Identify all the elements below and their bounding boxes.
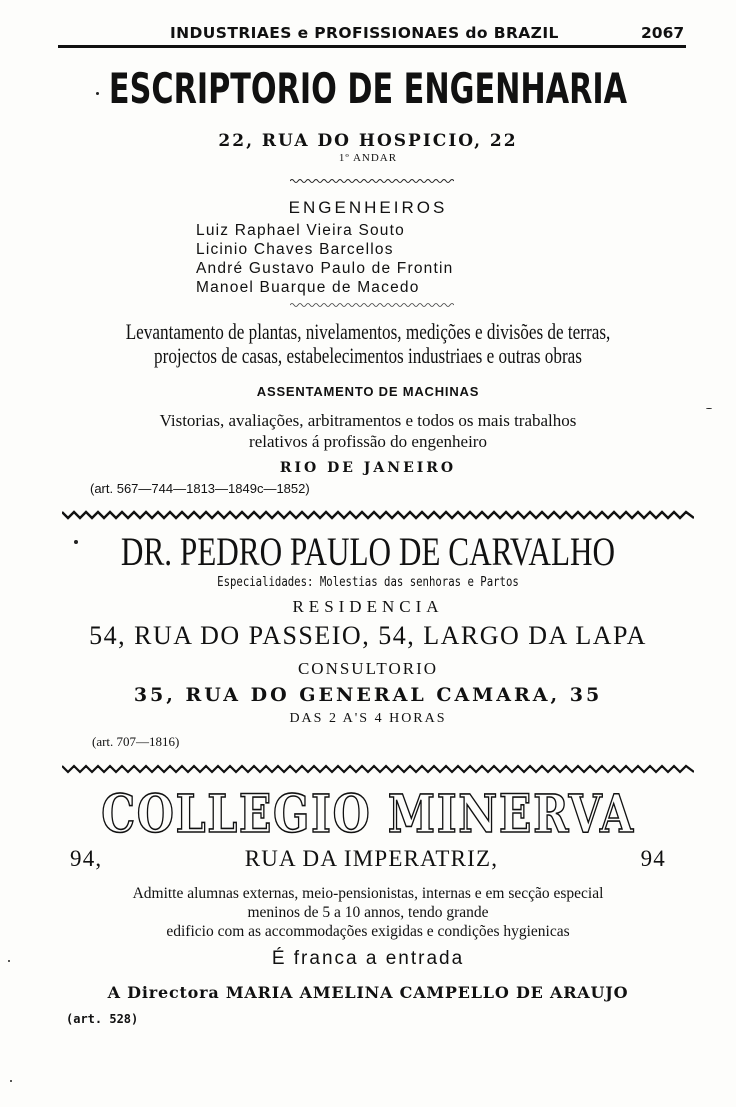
wavy-divider (62, 508, 694, 522)
ad1-engineers-list (196, 221, 453, 297)
scan-speck (74, 540, 78, 544)
engineer-name: Licinio Chaves Barcellos (196, 241, 394, 258)
ad1-services-line: projectos de casas, estabelecimentos industriaes e outras obras (154, 343, 582, 368)
running-header: INDUSTRIAES e PROFISSIONAES do BRAZIL (170, 24, 559, 42)
header-rule (58, 45, 686, 48)
scan-speck (8, 960, 10, 962)
scan-speck (10, 1080, 12, 1082)
ad3-entrance: É franca a entrada (271, 948, 465, 969)
ad2-office-label: CONSULTORIO (297, 659, 439, 678)
ad3-admission-line: Admitte alumnas externas, meio-pensionistas, internas e em secção especial (132, 885, 604, 902)
ad2-name: DR. PEDRO PAULO DE CARVALHO (120, 529, 616, 574)
ad3-admission-line: edificio com as accommodações exigidas e condições hygienicas (166, 923, 570, 940)
wavy-divider (62, 762, 694, 776)
ad1-ornament-bottom (290, 302, 454, 308)
ad3-director: A Directora MARIA AMELINA CAMPELLO DE ARAUJO (107, 983, 629, 1002)
ad1-assentamento: ASSENTAMENTO DE MACHINAS (256, 384, 480, 399)
engineer-name: Luiz Raphael Vieira Souto (196, 222, 405, 239)
ad2-hours: DAS 2 A'S 4 HORAS (289, 711, 447, 726)
ad1-services-line: Levantamento de plantas, nivelamentos, medições e divisões de terras, (125, 319, 611, 344)
ad2-specialties: Especialidades: Molestias das senhoras e Partos (217, 575, 519, 590)
ad3-admission (0, 884, 736, 941)
ad2-residence-label: RESIDENCIA (292, 597, 444, 616)
ad1-vistorias-line: relativos á profissão do engenheiro (249, 432, 487, 451)
ad1-title: ESCRIPTORIO DE ENGENHARIA (108, 64, 628, 113)
ad3-address-number: 94 (640, 846, 666, 871)
ad3-address-street: RUA DA IMPERATRIZ, (244, 846, 499, 871)
ad1-vistorias-line: Vistorias, avaliações, arbitramentos e todos os mais trabalhos (159, 411, 577, 430)
ad3-name: COLLEGIO MINERVA (101, 784, 635, 845)
ad1-services (81, 320, 655, 368)
ad1-engineers-heading: ENGENHEIROS (288, 198, 448, 217)
engineer-name: André Gustavo Paulo de Frontin (196, 260, 454, 277)
ad3-admission-line: meninos de 5 a 10 annos, tendo grande (247, 904, 489, 921)
ad1-floor: 1º ANDAR (338, 152, 398, 164)
ad2-residence-address: 54, RUA DO PASSEIO, 54, LARGO DA LAPA (89, 621, 647, 650)
ad3-address-number: 94, (70, 846, 103, 871)
page-number: 2067 (641, 24, 685, 42)
ad1-address: 22, RUA DO HOSPICIO, 22 (218, 131, 518, 151)
scan-speck (96, 92, 99, 95)
scan-speck (706, 408, 712, 409)
ad2-article-ref: (art. 707—1816) (92, 734, 180, 749)
ad1-city: RIO DE JANEIRO (279, 460, 457, 476)
ad3-article-ref: (art. 528) (66, 1012, 139, 1026)
engineer-name: Manoel Buarque de Macedo (196, 279, 420, 296)
ad2-office-address: 35, RUA DO GENERAL CAMARA, 35 (133, 684, 603, 706)
ad1-ornament-top (290, 178, 454, 184)
ad3-address (70, 846, 666, 872)
ad1-article-ref: (art. 567—744—1813—1849c—1852) (90, 481, 310, 496)
ad1-vistorias (0, 410, 736, 452)
